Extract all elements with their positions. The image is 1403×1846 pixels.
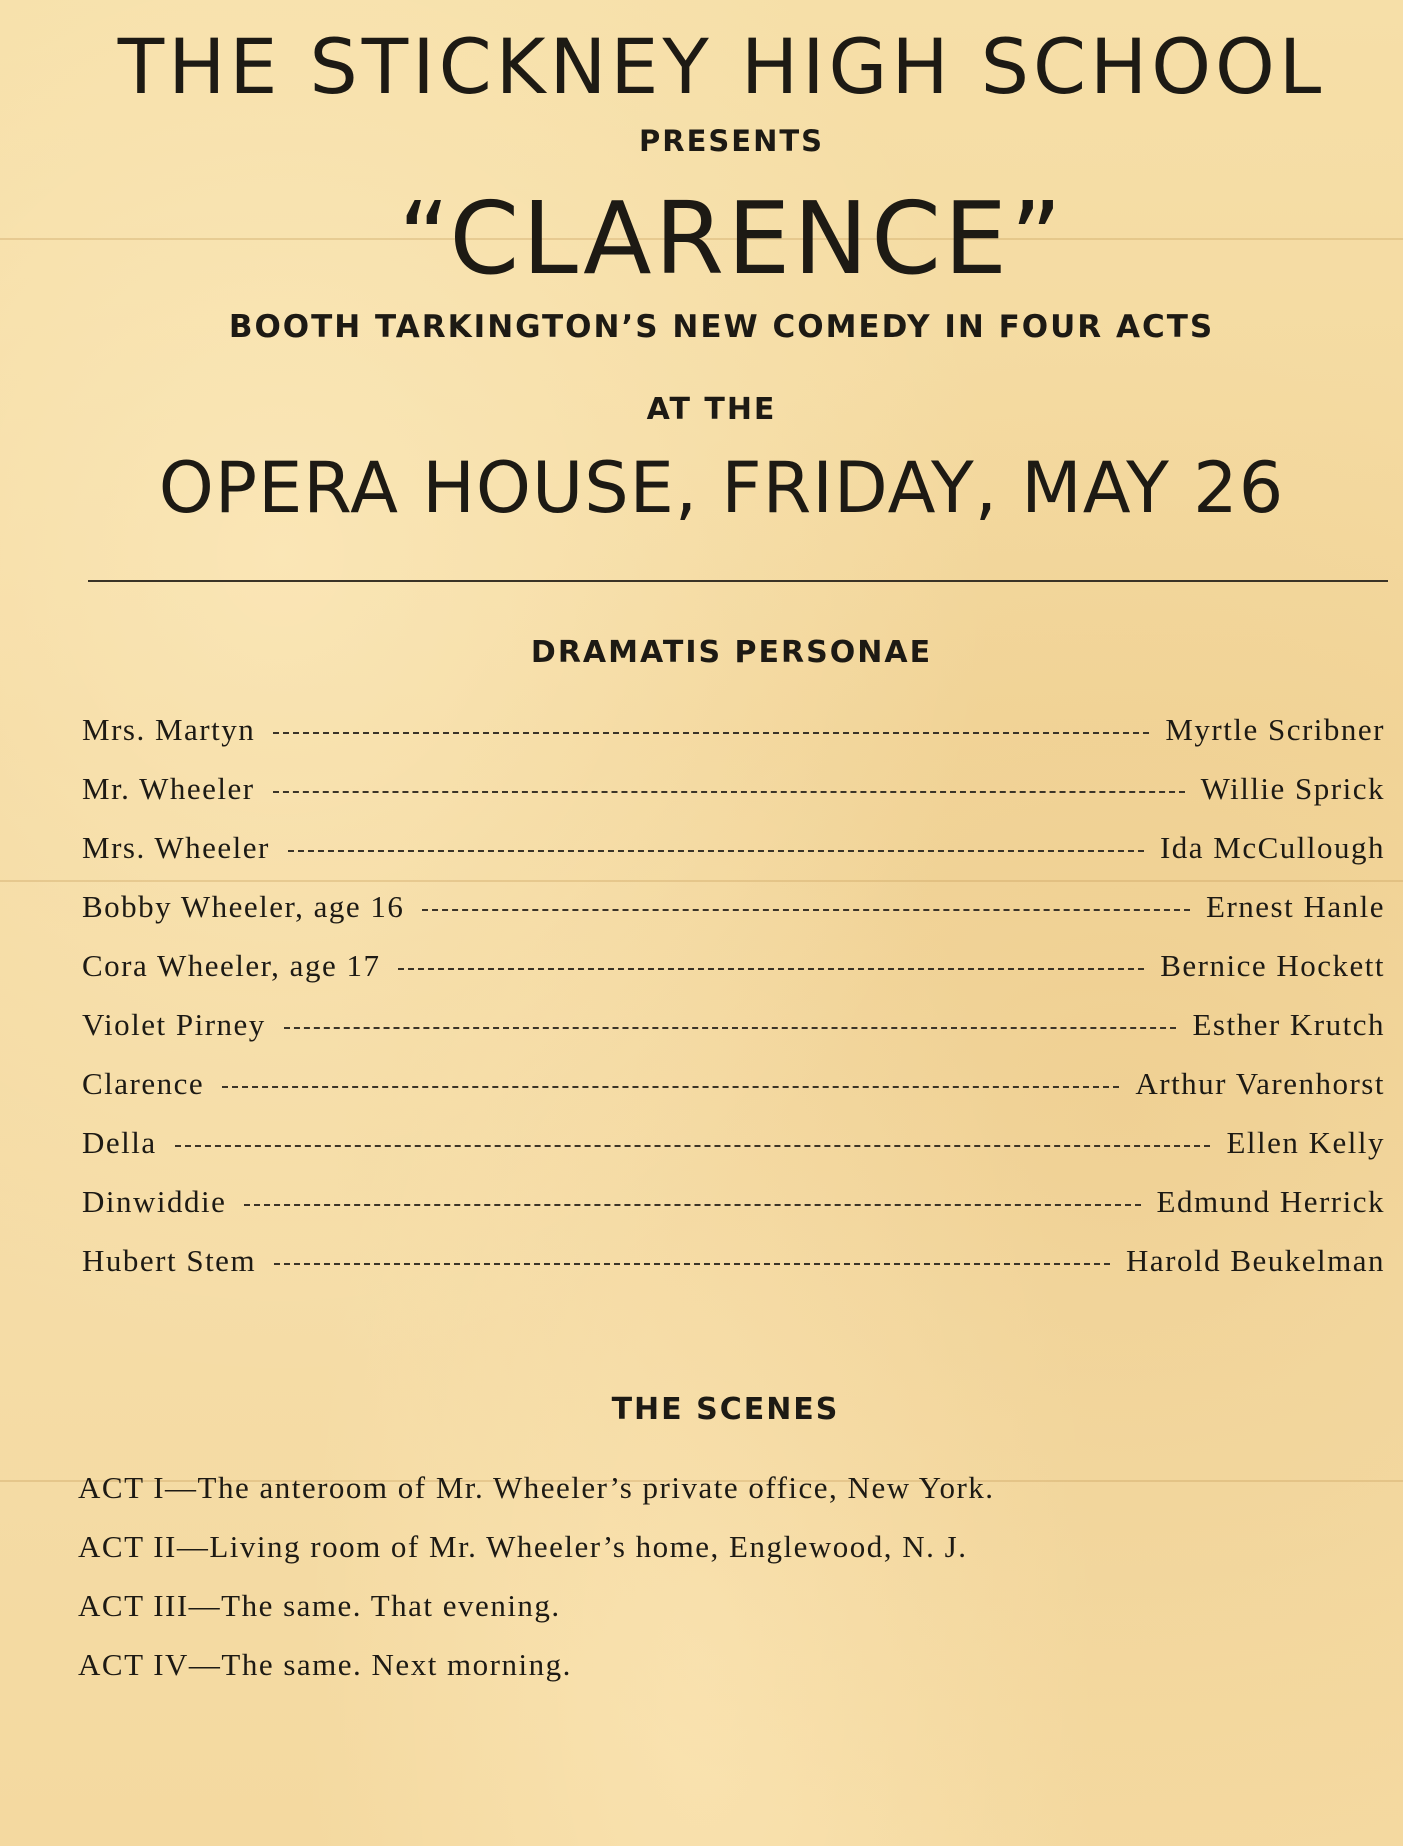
cast-row <box>82 830 1385 876</box>
venue-date: OPERA HOUSE, FRIDAY, MAY 26 <box>158 447 1285 529</box>
play-title: “CLARENCE” <box>398 180 1065 297</box>
cast-actor: Ernest Hanle <box>1206 889 1385 924</box>
dashed-leader <box>398 968 1144 970</box>
dashed-leader <box>422 909 1190 911</box>
scenes-heading: THE SCENES <box>611 1392 840 1427</box>
act-line: ACT II—Living room of Mr. Wheeler’s home, Englewood, N. J. <box>78 1529 968 1564</box>
cast-role: Violet Pirney <box>82 1007 266 1042</box>
act-line: ACT IV—The same. Next morning. <box>78 1647 572 1682</box>
dashed-leader <box>274 1263 1110 1265</box>
dashed-leader <box>284 1027 1177 1029</box>
cast-actor: Ellen Kelly <box>1226 1125 1385 1160</box>
cast-role: Clarence <box>82 1066 205 1101</box>
cast-actor: Willie Sprick <box>1200 771 1385 806</box>
dashed-leader <box>175 1145 1211 1147</box>
cast-role: Bobby Wheeler, age 16 <box>82 889 405 924</box>
cast-row <box>82 1007 1385 1053</box>
play-subtitle: BOOTH TARKINGTON’S NEW COMEDY IN FOUR ACTS <box>228 309 1215 345</box>
dashed-leader <box>222 1086 1119 1088</box>
cast-row <box>82 1125 1385 1171</box>
dashed-leader <box>273 791 1185 793</box>
cast-actor: Edmund Herrick <box>1156 1184 1385 1219</box>
dashed-leader <box>244 1204 1140 1206</box>
cast-role: Dinwiddie <box>82 1184 227 1219</box>
cast-actor: Arthur Varenhorst <box>1135 1066 1385 1101</box>
cast-row <box>82 889 1385 935</box>
act-line: ACT I—The anteroom of Mr. Wheeler’s private office, New York. <box>78 1470 995 1505</box>
cast-row <box>82 1184 1385 1230</box>
cast-role: Hubert Stem <box>82 1243 257 1278</box>
school-name: THE STICKNEY HIGH SCHOOL <box>117 22 1326 111</box>
cast-role: Della <box>82 1125 157 1160</box>
at-the-label: AT THE <box>646 392 777 427</box>
cast-role: Mr. Wheeler <box>82 771 255 806</box>
cast-role: Cora Wheeler, age 17 <box>82 948 381 983</box>
cast-row <box>82 1243 1385 1289</box>
cast-actor: Harold Beukelman <box>1125 1243 1385 1278</box>
cast-actor: Bernice Hockett <box>1160 948 1385 983</box>
divider <box>88 580 1388 582</box>
dashed-leader <box>273 732 1149 734</box>
act-line: ACT III—The same. That evening. <box>78 1588 561 1623</box>
cast-role: Mrs. Wheeler <box>82 830 270 865</box>
presents-label: PRESENTS <box>638 124 825 158</box>
paper-crease <box>0 880 1403 882</box>
cast-actor: Ida McCullough <box>1159 830 1385 865</box>
cast-actor: Myrtle Scribner <box>1165 712 1385 747</box>
cast-row <box>82 1066 1385 1112</box>
cast-row <box>82 948 1385 994</box>
dashed-leader <box>288 850 1144 852</box>
cast-role: Mrs. Martyn <box>82 712 256 747</box>
cast-actor: Esther Krutch <box>1192 1007 1385 1042</box>
cast-row <box>82 771 1385 817</box>
cast-row <box>82 712 1385 758</box>
dramatis-personae-heading: DRAMATIS PERSONAE <box>530 635 933 670</box>
